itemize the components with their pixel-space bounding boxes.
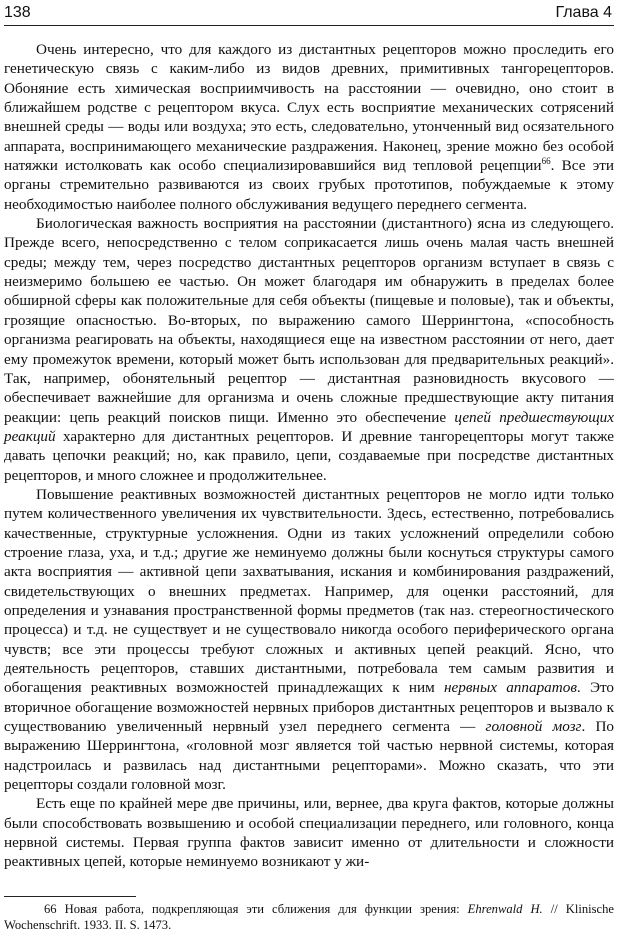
paragraph xyxy=(4,214,614,485)
italic-run: цепей предшествующих реакций xyxy=(4,408,614,445)
paragraph xyxy=(4,40,614,214)
footnote-author: Ehrenwald H. xyxy=(467,901,543,916)
footnote-text-after: // Klinische Wochenschrift. 1933. II. S. 1473. xyxy=(4,901,614,932)
text-run: . По выражению Шеррингтона, «головной мозг является той частью нервной системы, которая надстроилась и развилась над дистантными рецепторами». Можно сказать, что эти рецепторы создали головной мозг. xyxy=(4,718,615,794)
paragraph xyxy=(4,485,614,795)
text-run: . Все эти органы стремительно развиваются из своих грубых прототипов, побуждаемые к этому необходимостью наиболее полного обслуживания ведущего переднего сегмента. xyxy=(4,157,614,213)
chapter-title: Глава 4 xyxy=(555,4,612,21)
text-run: характерно для дистантных рецепторов. И древние тангорецепторы могут также давать цепочки реакций; но, как правило, цепи, создаваемые при посредстве дистантных рецепторов, и много сложнее и продолжительнее. xyxy=(4,427,614,484)
footnote-text-before: Новая работа, подкрепляющая эти сближения для функции зрения: xyxy=(56,901,468,916)
page-number: 138 xyxy=(4,4,31,21)
footnote-number: 66 xyxy=(44,901,57,916)
text-run: . Это вторичное обогащение возможностей нервных приборов дистантных рецепторов и вызвало к существованию увеличенный нервный узел переднего сегмента — xyxy=(4,679,614,736)
italic-run: нервных аппаратов xyxy=(443,679,577,697)
italic-run: головной мозг xyxy=(485,718,582,736)
text-run: Очень интересно, что для каждого из дистантных рецепторов можно проследить его генетическую связь с каким-либо из видов древних, примитивных тангорецепторов. Обоняние есть химическая восприимчивость на расстоянии — очевидно, оно стоит в ближайшем родстве с рецептором вкуса. Слух есть восприятие механических сотрясений внешней среды — воды или воздуха; это есть, следовательно, утонченный вид осязательного аппарата, воспринимающего механические раздражения. Наконец, зрение можно без особой натяжки истолковать как особо специализировавшийся вид тепловой рецепции xyxy=(4,41,614,175)
text-run: Биологическая важность восприятия на расстоянии (дистантного) ясна из следующего. Прежде всего, непосредственно с телом соприкасается лишь очень малая часть внешней среды; между тем, через посредство дистантных рецепторов организм вступает в связь с неизмеримо большею ее частью. Он может благодаря им обнаружить в пределах более обширной сферы как положительные для себя объекты (пищевые и половые), так и объекты, грозящие опасностью. Во-вторых, по выражению самого Шеррингтона, «способность организма реагировать на объекты, находящиеся еще на известном расстоянии от него, дает ему промежуток времени, который может быть использован для предварительных реакций». Так, например, обонятельный рецептор — дистантная разновидность вкусового — обеспечивает важнейшие для организма и очень сложные предшествующие акту питания реакции: цепь реакций поисков пищи. Именно это обеспечение xyxy=(4,215,614,426)
body-text xyxy=(4,40,614,872)
footnote-ref: 66 xyxy=(541,156,551,166)
running-header xyxy=(4,4,614,26)
text-run: Есть еще по крайней мере две причины, или, вернее, два круга фактов, которые должны были способствовать возвышению и особой специализации переднего, или головного, конца нервной системы. Первая группа фактов зависит именно от длительности и сложности реактивных цепей, которые неминуемо возникают у жи- xyxy=(4,795,614,871)
text-run: Повышение реактивных возможностей дистантных рецепторов не могло идти только путем количественного увеличения их чувствительности. Здесь, естественно, потребовались качественные, структурные усложнения. Одни из таких усложнений определили собою строение глаза, уха, и т.д.; другие же неминуемо должны были коснуться структуры самого акта восприятия — активной цепи захватывания, искания и комбинирования раздражений, свидетельствующих о внешних предметах. Например, для оценки расстояний, для определения и узнавания пространственной формы предметов (так наз. стереогностического процесса) и т.д. не существует и не существовало никогда особого периферического органа чувств; все эти процессы требуют сложных и активных цепей реакций. Ясно, что деятельность рецепторов, ставших дистантными, потребовала тем самым развития и обогащения реактивных возможностей принадлежащих к ним xyxy=(4,485,614,697)
footnote-divider xyxy=(4,896,136,897)
paragraph xyxy=(4,794,614,871)
footnote xyxy=(4,901,614,933)
